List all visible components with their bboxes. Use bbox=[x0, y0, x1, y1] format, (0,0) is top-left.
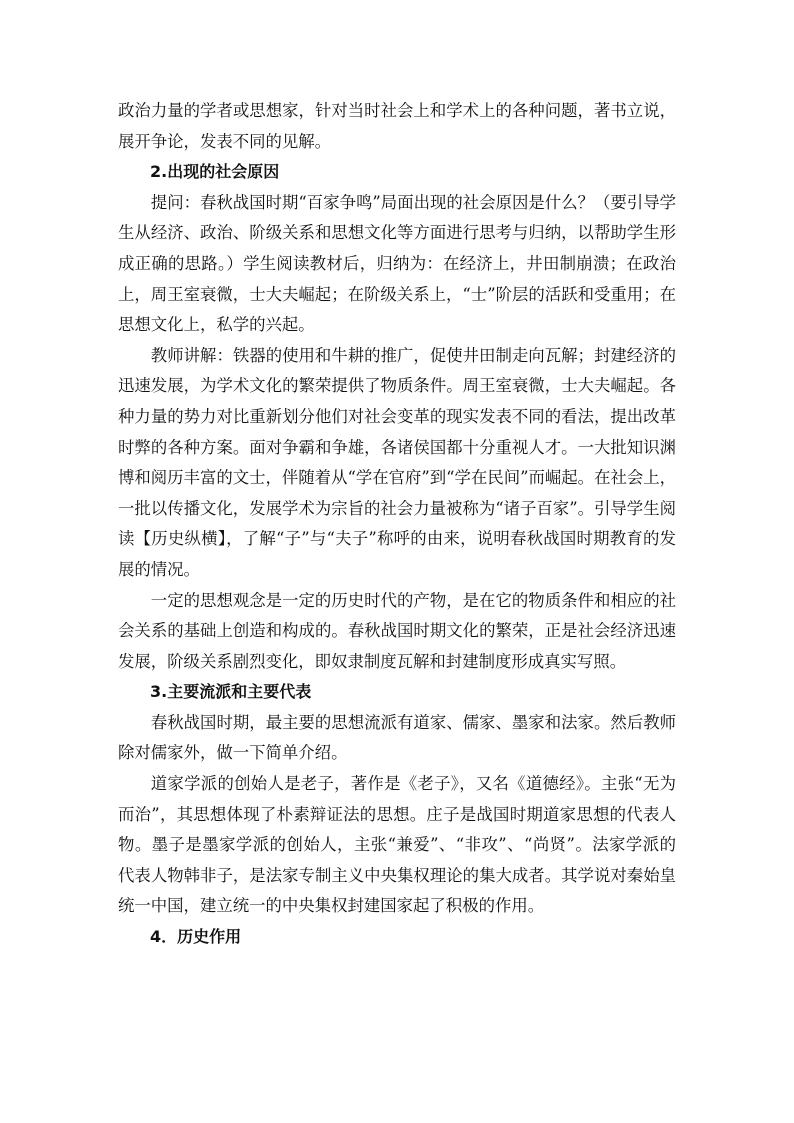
paragraph-continuation: 政治力量的学者或思想家，针对当时社会上和学术上的各种问题，著书立说，展开争论，发表不同的见解。 bbox=[118, 101, 676, 151]
section-heading-main-schools: 3.主要流派和主要代表 bbox=[150, 682, 312, 702]
document-body bbox=[118, 96, 676, 953]
paragraph-school-details: 道家学派的创始人是老子，著作是《老子》，又名《道德经》。主张“无为而治”，其思想体现了朴素辩证法的思想。庄子是战国时期道家思想的代表人物。墨子是墨家学派的创始人，主张“兼爱”、“非攻”、“尚贤”。法家学派的代表人物韩非子，是法家专制主义中央集权理论的集大成者。其学说对秦始皇统一中国，建立统一的中央集权封建国家起了积极的作用。 bbox=[118, 774, 676, 916]
section-heading-historical-role: 4．历史作用 bbox=[150, 927, 242, 947]
paragraph-ideology: 一定的思想观念是一定的历史时代的产物，是在它的物质条件和相应的社会关系的基础上创造和构成的。春秋战国时期文化的繁荣，正是社会经济迅速发展，阶级关系剧烈变化，即奴隶制度瓦解和封建制度形成真实写照。 bbox=[118, 590, 676, 671]
paragraph-question: 提问：春秋战国时期“百家争鸣”局面出现的社会原因是什么？（要引导学生从经济、政治、阶级关系和思想文化等方面进行思考与归纳，以帮助学生形成正确的思路。）学生阅读教材后，归纳为：在经济上，井田制崩溃；在政治上，周王室衰微，士大夫崛起；在阶级关系上，“士”阶层的活跃和受重用；在思想文化上，私学的兴起。 bbox=[118, 192, 676, 335]
paragraph-teacher-explanation: 教师讲解：铁器的使用和牛耕的推广，促使井田制走向瓦解；封建经济的迅速发展，为学术文化的繁荣提供了物质条件。周王室衰微，士大夫崛起。各种力量的势力对比重新划分他们对社会变革的现实发表不同的看法，提出改革时弊的各种方案。面对争霸和争雄，各诸侯国都十分重视人才。一大批知识渊博和阅历丰富的文士，伴随着从“学在官府”到“学在民间”而崛起。在社会上，一批以传播文化，发展学术为宗旨的社会力量被称为“诸子百家”。引导学生阅读【历史纵横】，了解“子”与“夫子”称呼的由来，说明春秋战国时期教育的发展的情况。 bbox=[118, 345, 677, 579]
paragraph-main-schools: 春秋战国时期，最主要的思想流派有道家、儒家、墨家和法家。然后教师除对儒家外，做一下简单介绍。 bbox=[118, 712, 676, 763]
section-heading-social-causes: 2.出现的社会原因 bbox=[150, 162, 280, 182]
